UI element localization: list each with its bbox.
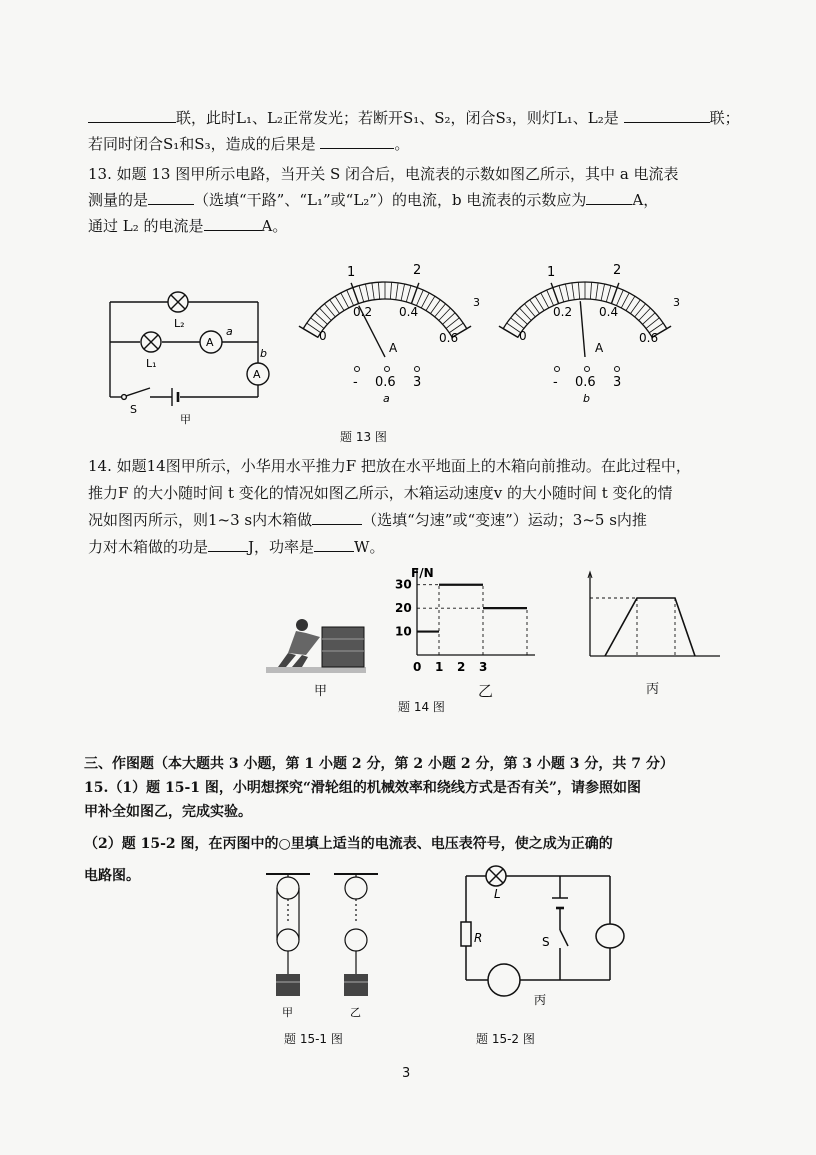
dial-tick-mark xyxy=(559,286,564,302)
dial-unit: A xyxy=(389,341,398,355)
x-tick-label: 1 xyxy=(435,660,444,674)
velocity-time-chart xyxy=(575,570,725,660)
dial-scale-0.4: 0.4 xyxy=(599,305,619,319)
dial-unit: A xyxy=(595,341,604,355)
dial-tick-mark xyxy=(621,293,629,308)
dial-tick-mark xyxy=(341,293,349,308)
q15-1-line-2: 甲补全如图乙，完成实验。 xyxy=(84,804,252,820)
ammeter-b-symbol: A xyxy=(253,368,261,381)
dial-tick-mark xyxy=(535,296,544,310)
dial-tick-3: 3 xyxy=(473,296,480,309)
switch-label: S xyxy=(130,403,137,416)
circuit-bing-label: 丙 xyxy=(534,993,547,1007)
q15-1-line-1: 15.（1）题 15-1 图，小明想探究“滑轮组的机械效率和绕线方式是否有关”，请参照如图 xyxy=(84,780,641,796)
dial-needle xyxy=(580,301,585,357)
fig-jia-label: 甲 xyxy=(314,684,328,699)
dial-scale-0.6: 0.6 xyxy=(439,331,459,345)
dial-tick-mark xyxy=(372,283,374,300)
answer-blank[interactable] xyxy=(204,216,262,231)
text-line-2: 若同时闭合S₁和S₃，造成的后果是 。 xyxy=(88,135,410,153)
answer-blank[interactable] xyxy=(320,134,394,149)
dial-tick-mark xyxy=(401,284,404,301)
q14-line-4: 力对木箱做的功是 J，功率是 W。 xyxy=(88,538,385,556)
lamp-l-label: L xyxy=(494,887,501,901)
dial-tick-mark xyxy=(406,286,411,302)
text-line-1: 联，此时L₁、L₂正常发光；若断开S₁、S₂，闭合S₃，则灯L₁、L₂是 联； xyxy=(88,108,740,128)
terminal-0.6: 0.6 xyxy=(575,375,596,390)
terminal-minus: - xyxy=(553,375,558,390)
q15-2-line-2: 电路图。 xyxy=(84,868,140,884)
q15-2-caption: 题 15-2 图 xyxy=(476,1032,535,1046)
terminal-3: 3 xyxy=(613,375,622,390)
fig-yi-label: 乙 xyxy=(478,682,494,700)
dial-scale-0.4: 0.4 xyxy=(399,305,419,319)
dial-tick-mark xyxy=(541,293,549,308)
resistor-r-label: R xyxy=(474,931,483,945)
terminal-minus: - xyxy=(353,375,358,390)
dial-tick-mark xyxy=(359,286,364,302)
q15-1-caption: 题 15-1 图 xyxy=(284,1032,343,1046)
dial-tick-0: 0 xyxy=(319,329,327,343)
y-tick-label: 30 xyxy=(395,577,412,592)
pushing-box-illustration xyxy=(262,615,372,675)
dial-tick-mark xyxy=(590,282,591,299)
answer-blank[interactable] xyxy=(586,190,632,205)
dial-scale-0.2: 0.2 xyxy=(353,305,373,319)
q14-caption: 题 14 图 xyxy=(398,700,445,714)
dial-tick-mark xyxy=(616,290,623,306)
dial-tick-mark xyxy=(601,284,604,301)
ammeter-a-symbol: A xyxy=(206,336,214,349)
answer-blank[interactable] xyxy=(88,108,176,123)
ammeter-dial-a xyxy=(295,262,495,412)
dial-tick-3: 3 xyxy=(673,296,680,309)
dial-tick-mark xyxy=(426,296,435,310)
pulley-yi-label: 乙 xyxy=(350,1006,361,1019)
answer-blank[interactable] xyxy=(208,537,248,552)
lamp-l2-label: L₂ xyxy=(174,317,185,330)
answer-blank[interactable] xyxy=(314,537,354,552)
dial-tick-mark xyxy=(626,296,635,310)
dial-tick-mark xyxy=(365,284,368,301)
dial-scale-0.6: 0.6 xyxy=(639,331,659,345)
page-number: 3 xyxy=(402,1066,411,1081)
q13-circuit-diagram xyxy=(100,285,280,425)
q13-line-3: 通过 L₂ 的电流是 A。 xyxy=(88,217,288,235)
dial-tick-mark xyxy=(572,283,574,300)
dial-tick-mark xyxy=(390,282,391,299)
dial-tick-0: 0 xyxy=(519,329,527,343)
dial-tick-mark xyxy=(396,283,398,300)
dial-tick-mark xyxy=(335,296,344,310)
force-time-chart xyxy=(395,565,535,677)
circuit-caption: 甲 xyxy=(180,413,191,426)
dial-tick-1: 1 xyxy=(347,265,356,280)
dial-tick-1: 1 xyxy=(547,265,556,280)
pulley-systems-figure xyxy=(262,868,382,1028)
y-tick-label: 20 xyxy=(395,601,412,616)
meter-label: a xyxy=(383,392,390,405)
dial-tick-mark xyxy=(547,290,554,306)
x-tick-label: 0 xyxy=(413,660,422,674)
q14-line-2: 推力F 的大小随时间 t 变化的情况如图乙所示，木箱运动速度v 的大小随时间 t 变化的情 xyxy=(88,484,673,502)
terminal-0.6: 0.6 xyxy=(375,375,396,390)
dial-tick-mark xyxy=(596,283,598,300)
answer-blank[interactable] xyxy=(148,190,194,205)
switch-s-label: S xyxy=(542,935,550,949)
q13-line-1: 13. 如题 13 图甲所示电路，当开关 S 闭合后，电流表的示数如图乙所示，其中 a 电流表 xyxy=(88,165,679,183)
answer-blank[interactable] xyxy=(624,108,710,123)
q14-line-1: 14. 如题14图甲所示，小华用水平推力F 把放在水平地面上的木箱向前推动。在此过程中， xyxy=(88,457,691,475)
terminal-3: 3 xyxy=(413,375,422,390)
section-3-title: 三、作图题（本大题共 3 小题，第 1 小题 2 分，第 2 小题 2 分，第 3 小题 3 分，共 7 分） xyxy=(84,756,674,772)
q15-2-line-1: （2）题 15-2 图，在丙图中的○里填上适当的电流表、电压表符号，使之成为正确的 xyxy=(84,836,613,852)
label-b: b xyxy=(260,347,267,360)
dial-tick-mark xyxy=(299,326,318,337)
y-axis-label: F/N xyxy=(411,566,434,580)
dial-tick-mark xyxy=(421,293,429,308)
q13-line-2: 测量的是 （选填“干路”、“L₁”或“L₂”）的电流，b 电流表的示数应为 A， xyxy=(88,191,659,209)
meter-label: b xyxy=(583,392,590,405)
dial-scale-0.2: 0.2 xyxy=(553,305,573,319)
q15-2-circuit xyxy=(460,862,640,1022)
x-tick-label: 2 xyxy=(457,660,466,674)
dial-tick-2: 2 xyxy=(613,263,622,278)
dial-tick-mark xyxy=(416,290,423,306)
dial-tick-mark xyxy=(499,326,518,337)
dial-tick-mark xyxy=(378,282,379,299)
dial-tick-mark xyxy=(565,284,568,301)
dial-tick-mark xyxy=(578,282,579,299)
y-tick-label: 10 xyxy=(395,624,412,639)
pulley-jia-label: 甲 xyxy=(282,1006,293,1019)
q14-line-3: 况如图丙所示，则1~3 s内木箱做 （选填“匀速”或“变速”）运动；3~5 s内推 xyxy=(88,511,647,529)
dial-tick-2: 2 xyxy=(413,263,422,278)
ammeter-dial-b xyxy=(495,262,695,412)
x-tick-label: 3 xyxy=(479,660,488,674)
q13-caption: 题 13 图 xyxy=(340,430,387,444)
dial-tick-mark xyxy=(606,286,611,302)
fig-bing-label: 丙 xyxy=(646,682,660,697)
lamp-l1-label: L₁ xyxy=(146,357,157,370)
answer-blank[interactable] xyxy=(312,510,362,525)
label-a: a xyxy=(226,325,233,338)
dial-tick-mark xyxy=(347,290,354,306)
